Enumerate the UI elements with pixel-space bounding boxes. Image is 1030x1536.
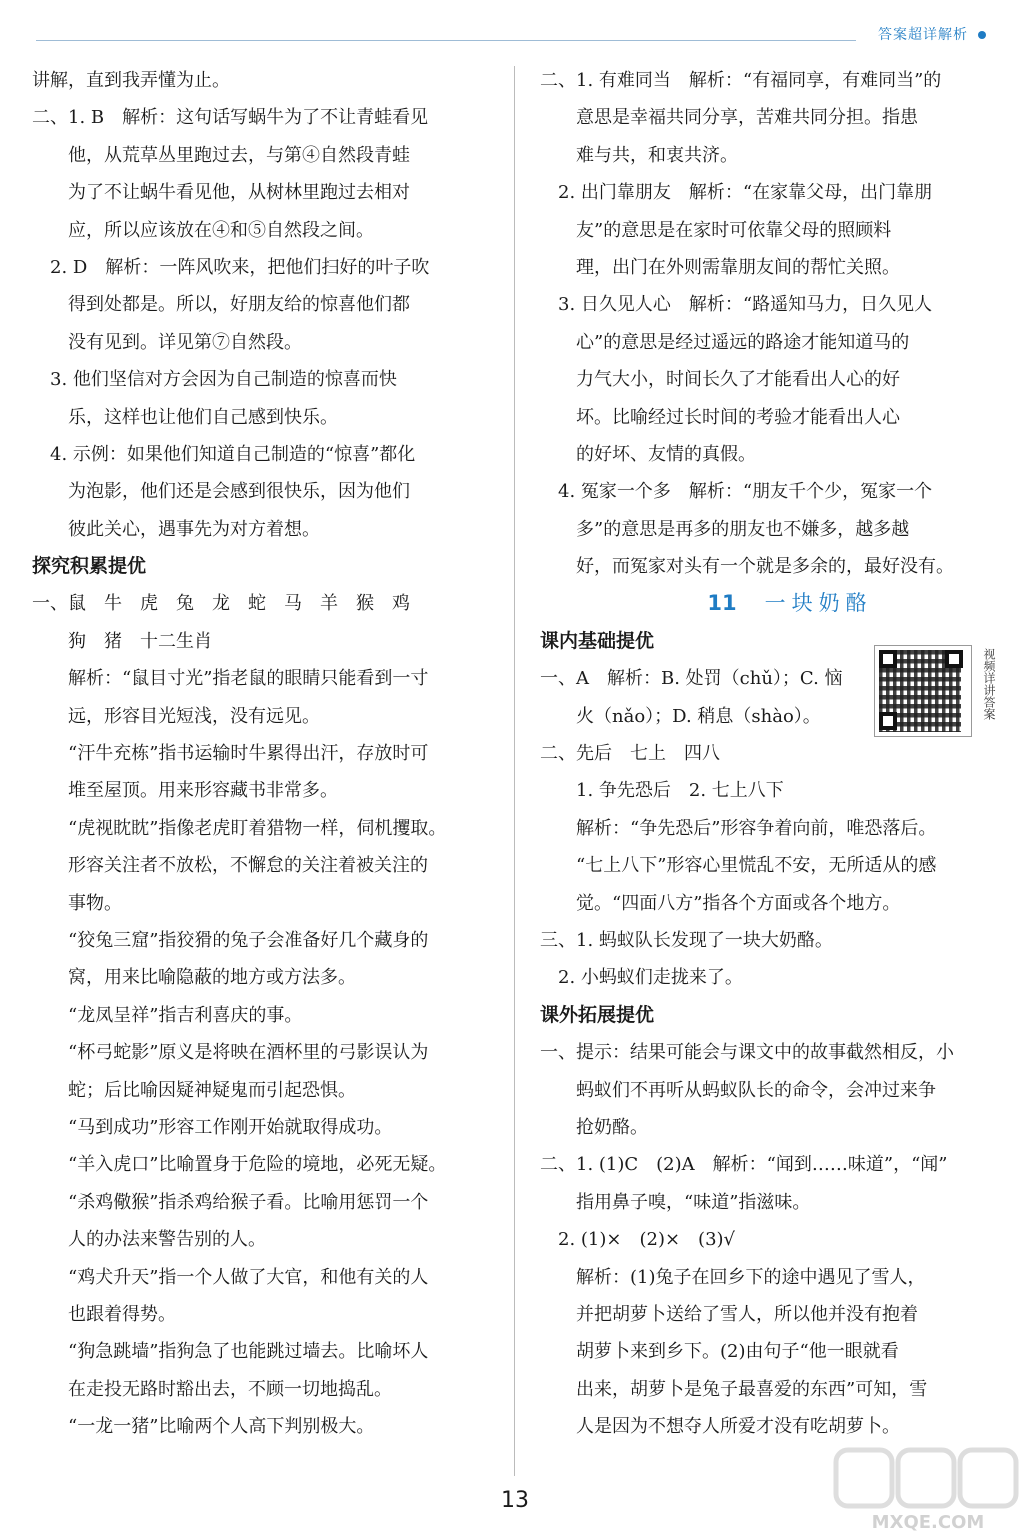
- text-line: 力气大小，时间长久了才能看出人心的好: [540, 369, 900, 391]
- text-line: 1. 争先恐后 2. 七上八下: [540, 780, 784, 802]
- lesson-title: [540, 585, 1000, 622]
- text-line: 2. 小蚂蚁们走拢来了。: [540, 967, 743, 989]
- text-line: “狗急跳墙”指狗急了也能跳过墙去。比喻坏人: [32, 1341, 429, 1363]
- text-line: 心”的意思是经过遥远的路途才能知道马的: [540, 331, 910, 353]
- text-line: 好，而冤家对头有一个就是多余的，最好没有。: [540, 556, 954, 578]
- text-line: 3. 他们坚信对方会因为自己制造的惊喜而快: [32, 369, 397, 391]
- text-line: 解析：(1)兔子在回乡下的途中遇见了雪人，: [540, 1266, 926, 1288]
- text-line: 解析：“争先恐后”形容争着向前，唯恐落后。: [540, 817, 937, 839]
- text-line: “杯弓蛇影”原义是将映在酒杯里的弓影误认为: [32, 1042, 429, 1064]
- section-heading: 探究积累提优: [32, 555, 147, 578]
- text-line: 一、提示：结果可能会与课文中的故事截然相反，小: [540, 1042, 954, 1064]
- text-line: 一、A 解析：B. 处罚（chǔ）；C. 恼: [540, 668, 843, 690]
- text-line: 友”的意思是在家时可依靠父母的照顾料: [540, 219, 892, 241]
- text-line: 二、1. 有难同当 解析：“有福同享，有难同当”的: [540, 70, 942, 91]
- text-line: 他，从荒草丛里跑过去，与第④自然段青蛙: [32, 144, 410, 166]
- text-line: “杀鸡儆猴”指杀鸡给猴子看。比喻用惩罚一个: [32, 1191, 429, 1213]
- text-line: 4. 冤家一个多 解析：“朋友千个少，冤家一个: [540, 481, 933, 503]
- text-line: “鸡犬升天”指一个人做了大官，和他有关的人: [32, 1266, 429, 1288]
- text-line: “羊入虎口”比喻置身于危险的境地，必死无疑。: [32, 1154, 447, 1176]
- text-line: 火（nǎo）；D. 稍息（shào）。: [540, 705, 821, 727]
- text-line: 远，形容目光短浅，没有远见。: [32, 705, 320, 727]
- text-line: 坏。比喻经过长时间的考验才能看出人心: [540, 406, 900, 428]
- qr-finder: [879, 650, 897, 668]
- text-line: 的好坏、友情的真假。: [540, 443, 756, 465]
- text-line: 为泡影，他们还是会感到很快乐，因为他们: [32, 481, 410, 503]
- text-line: 理，出门在外则需靠朋友间的帮忙关照。: [540, 256, 900, 278]
- text-line: 抢奶酪。: [540, 1116, 648, 1138]
- text-line: 窝，用来比喻隐蔽的地方或方法多。: [32, 967, 356, 989]
- text-line: 4. 示例：如果他们知道自己制造的“惊喜”都化: [32, 443, 416, 465]
- text-line: 难与共，和衷共济。: [540, 144, 738, 166]
- text-line: “虎视眈眈”指像老虎盯着猎物一样，伺机攫取。: [32, 817, 447, 839]
- qr-finder: [879, 712, 897, 730]
- qr-label: 视频详讲答案: [982, 648, 996, 720]
- text-line: 没有见到。详见第⑦自然段。: [32, 331, 302, 353]
- text-line: 二、1. B 解析：这句话写蜗牛为了不让青蛙看见: [32, 107, 429, 129]
- text-line: “一龙一猪”比喻两个人高下判别极大。: [32, 1416, 375, 1438]
- text-line: 三、1. 蚂蚁队长发现了一块大奶酪。: [540, 929, 833, 951]
- text-line: “七上八下”形容心里慌乱不安，无所适从的感: [540, 855, 937, 877]
- text-line: “狡兔三窟”指狡猾的兔子会准备好几个藏身的: [32, 929, 429, 951]
- text-line: “汗牛充栋”指书运输时牛累得出汗，存放时可: [32, 743, 429, 765]
- text-line: 2. (1)× (2)× (3)√: [540, 1229, 736, 1251]
- text-line: 蚂蚁们不再听从蚂蚁队长的命令，会冲过来争: [540, 1079, 936, 1101]
- column-divider: [514, 66, 515, 1476]
- text-line: 也跟着得势。: [32, 1303, 176, 1325]
- text-line: 觉。“四面八方”指各个方面或各个地方。: [540, 892, 901, 914]
- text-line: 并把胡萝卜送给了雪人，所以他并没有抱着: [540, 1303, 918, 1325]
- text-line: 解析：“鼠目寸光”指老鼠的眼睛只能看到一寸: [32, 668, 429, 690]
- text-line: 在走投无路时豁出去，不顾一切地捣乱。: [32, 1378, 392, 1400]
- text-line: “马到成功”形容工作刚开始就取得成功。: [32, 1116, 393, 1138]
- header-rule: [36, 40, 856, 41]
- text-line: 意思是幸福共同分享，苦难共同分担。指患: [540, 107, 918, 129]
- left-column: [32, 62, 498, 1445]
- text-line: 人是因为不想夺人所爱才没有吃胡萝卜。: [540, 1416, 900, 1438]
- lesson-number: 11: [707, 591, 737, 616]
- text-line: 事物。: [32, 892, 122, 914]
- text-line: 3. 日久见人心 解析：“路遥知马力，日久见人: [540, 294, 933, 316]
- text-line: 二、先后 七上 四八: [540, 743, 720, 765]
- text-line: 狗 猪 十二生肖: [32, 630, 212, 652]
- right-column: [540, 62, 1000, 1445]
- text-line: 出来，胡萝卜是兔子最喜爱的东西”可知，雪: [540, 1378, 928, 1400]
- text-line: 乐，这样也让他们自己感到快乐。: [32, 406, 338, 428]
- text-line: 多”的意思是再多的朋友也不嫌多，越多越: [540, 518, 910, 540]
- section-heading: 课外拓展提优: [540, 1003, 655, 1026]
- text-line: 堆至屋顶。用来形容藏书非常多。: [32, 780, 338, 802]
- header-label-text: 答案超详解析: [878, 27, 968, 43]
- text-line: 胡萝卜来到乡下。(2)由句子“他一眼就看: [540, 1341, 899, 1363]
- watermark-logo: [830, 1440, 1026, 1536]
- qr-code-icon[interactable]: [874, 645, 972, 737]
- text-line: 二、1. (1)C (2)A 解析：“闻到……味道”，“闻”: [540, 1154, 948, 1176]
- qr-finder: [945, 650, 963, 668]
- lesson-title-text: 一块奶酪: [764, 591, 873, 616]
- section-heading: 课内基础提优: [540, 629, 655, 652]
- text-line: 2. 出门靠朋友 解析：“在家靠父母，出门靠朋: [540, 182, 933, 204]
- text-line: 彼此关心，遇事先为对方着想。: [32, 518, 320, 540]
- text-line: 应，所以应该放在④和⑤自然段之间。: [32, 219, 374, 241]
- text-line: 2. D 解析：一阵风吹来，把他们扫好的叶子吹: [32, 256, 430, 278]
- text-line: 人的办法来警告别的人。: [32, 1229, 266, 1251]
- text-line: 讲解，直到我弄懂为止。: [32, 70, 230, 91]
- page-number: 13: [501, 1488, 529, 1513]
- text-line: 一、鼠 牛 虎 兔 龙 蛇 马 羊 猴 鸡: [32, 593, 410, 615]
- watermark-url: MXQE.COM: [871, 1512, 985, 1533]
- text-line: 指用鼻子嗅，“味道”指滋味。: [540, 1191, 811, 1213]
- text-line: 蛇；后比喻因疑神疑鬼而引起恐惧。: [32, 1079, 356, 1101]
- header-dot-icon: [978, 31, 986, 39]
- text-line: 形容关注者不放松，不懈怠的关注着被关注的: [32, 855, 428, 877]
- header-label: [878, 24, 986, 44]
- text-line: “龙凤呈祥”指吉利喜庆的事。: [32, 1004, 303, 1026]
- text-line: 得到处都是。所以，好朋友给的惊喜他们都: [32, 294, 410, 316]
- text-line: 为了不让蜗牛看见他，从树林里跑过去相对: [32, 182, 410, 204]
